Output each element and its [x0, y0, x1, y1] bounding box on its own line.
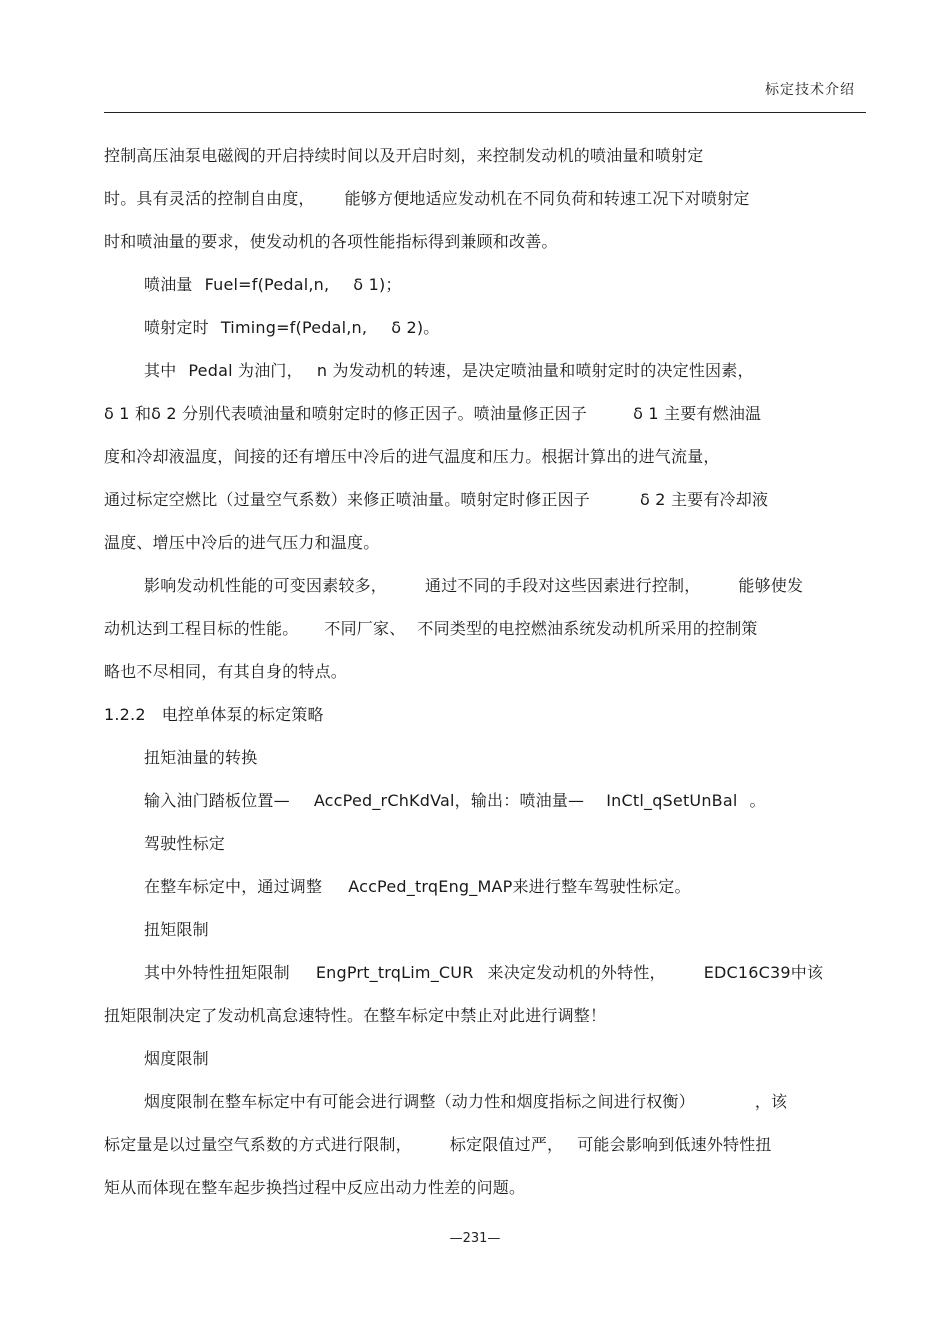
- body-line: [104, 1135, 772, 1155]
- text-span: 时和喷油量的要求，使发动机的各项性能指标得到兼顾和改善。: [104, 232, 558, 251]
- page-number: —231—: [449, 1231, 501, 1246]
- text-span: EngPrt_trqLim_CUR: [315, 963, 474, 982]
- running-header: 标定技术介绍: [765, 82, 855, 98]
- text-span: δ 1 主要有燃油温: [633, 404, 762, 423]
- text-span: 度和冷却液温度，间接的还有增压中冷后的进气温度和压力。根据计算出的进气流量，: [104, 447, 720, 466]
- body-line: [104, 662, 347, 682]
- section-number: 1.2.2: [104, 705, 146, 724]
- text-span: 矩从而体现在整车起步换挡过程中反应出动力性差的问题。: [104, 1178, 526, 1197]
- body-line: [104, 619, 758, 639]
- text-span: 控制高压油泵电磁阀的开启持续时间以及开启时刻，来控制发动机的喷油量和喷射定: [104, 146, 704, 165]
- text-span: δ 2)。: [391, 318, 440, 337]
- body-line: [104, 533, 379, 553]
- text-span: 不同厂家、: [324, 619, 406, 638]
- body-line: [104, 146, 703, 166]
- text-span: 通过标定空燃比（过量空气系数）来修正喷油量。喷射定时修正因子: [104, 490, 591, 509]
- text-span: AccPed_rChKdVal，输出：喷油量—: [313, 791, 585, 810]
- text-span: n 为发动机的转速，是决定喷油量和喷射定时的决定性因素，: [316, 361, 754, 380]
- section-heading: [104, 705, 324, 725]
- text-span: 略也不尽相同，有其自身的特点。: [104, 662, 348, 681]
- text-span: 。: [749, 791, 766, 810]
- text-span: 不同类型的电控燃油系统发动机所采用的控制策: [417, 619, 758, 638]
- body-line: [144, 791, 766, 811]
- text-span: 扭矩限制: [144, 920, 209, 939]
- body-line: [104, 232, 558, 252]
- text-span: 能够使发: [738, 576, 804, 595]
- text-span: 喷射定时: [144, 318, 209, 337]
- formula-fuel: [144, 275, 402, 295]
- body-line: [144, 576, 803, 596]
- text-span: 扭矩限制决定了发动机高怠速特性。在整车标定中禁止对此进行调整！: [104, 1006, 607, 1025]
- body-line: [104, 404, 761, 424]
- subheading: [144, 748, 257, 768]
- text-span: 烟度限制: [144, 1049, 209, 1068]
- text-span: 时。具有灵活的控制自由度，: [104, 189, 315, 208]
- text-span: 在整车标定中，通过调整: [144, 877, 323, 896]
- text-span: ，该: [754, 1092, 788, 1111]
- text-span: EDC16C39中该: [703, 963, 824, 982]
- text-span: 输入油门踏板位置—: [144, 791, 290, 810]
- body-line: [104, 1006, 606, 1026]
- text-span: 可能会影响到低速外特性扭: [577, 1135, 772, 1154]
- body-line: [144, 963, 823, 983]
- subheading: [144, 920, 209, 940]
- text-span: 烟度限制在整车标定中有可能会进行调整（动力性和烟度指标之间进行权衡）: [144, 1092, 695, 1111]
- section-title: 电控单体泵的标定策略: [161, 705, 324, 724]
- text-span: Fuel=f(Pedal,n,: [204, 275, 330, 294]
- text-span: 喷油量: [144, 275, 193, 294]
- text-span: 影响发动机性能的可变因素较多，: [144, 576, 388, 595]
- formula-timing: [144, 318, 440, 338]
- body-line: [144, 877, 691, 897]
- text-span: 温度、增压中冷后的进气压力和温度。: [104, 533, 380, 552]
- text-span: AccPed_trqEng_MAP来进行整车驾驶性标定。: [348, 877, 691, 896]
- text-span: 其中: [144, 361, 177, 380]
- text-span: δ 2 主要有冷却液: [640, 490, 769, 509]
- body-line: [104, 447, 720, 467]
- text-span: δ 1 和δ 2 分别代表喷油量和喷射定时的修正因子。喷油量修正因子: [104, 404, 588, 423]
- body-line: [104, 189, 750, 209]
- text-span: 扭矩油量的转换: [144, 748, 258, 767]
- text-span: δ 1)；: [353, 275, 402, 294]
- text-span: Timing=f(Pedal,n,: [220, 318, 368, 337]
- text-span: 标定限值过严，: [449, 1135, 564, 1154]
- text-span: 驾驶性标定: [144, 834, 226, 853]
- text-span: 其中外特性扭矩限制: [144, 963, 290, 982]
- text-span: InCtl_qSetUnBal: [606, 791, 738, 810]
- header-rule: [104, 112, 866, 113]
- text-span: 来决定发动机的外特性，: [487, 963, 666, 982]
- body-line: [144, 1092, 787, 1112]
- text-span: 标定量是以过量空气系数的方式进行限制，: [104, 1135, 412, 1154]
- subheading: [144, 834, 225, 854]
- text-span: 能够方便地适应发动机在不同负荷和转速工况下对喷射定: [344, 189, 750, 208]
- subheading: [144, 1049, 209, 1069]
- body-line: [104, 1178, 525, 1198]
- text-span: 通过不同的手段对这些因素进行控制，: [425, 576, 701, 595]
- text-span: Pedal 为油门，: [188, 361, 303, 380]
- text-span: 动机达到工程目标的性能。: [104, 619, 299, 638]
- body-line: [104, 490, 768, 510]
- body-line: [144, 361, 754, 381]
